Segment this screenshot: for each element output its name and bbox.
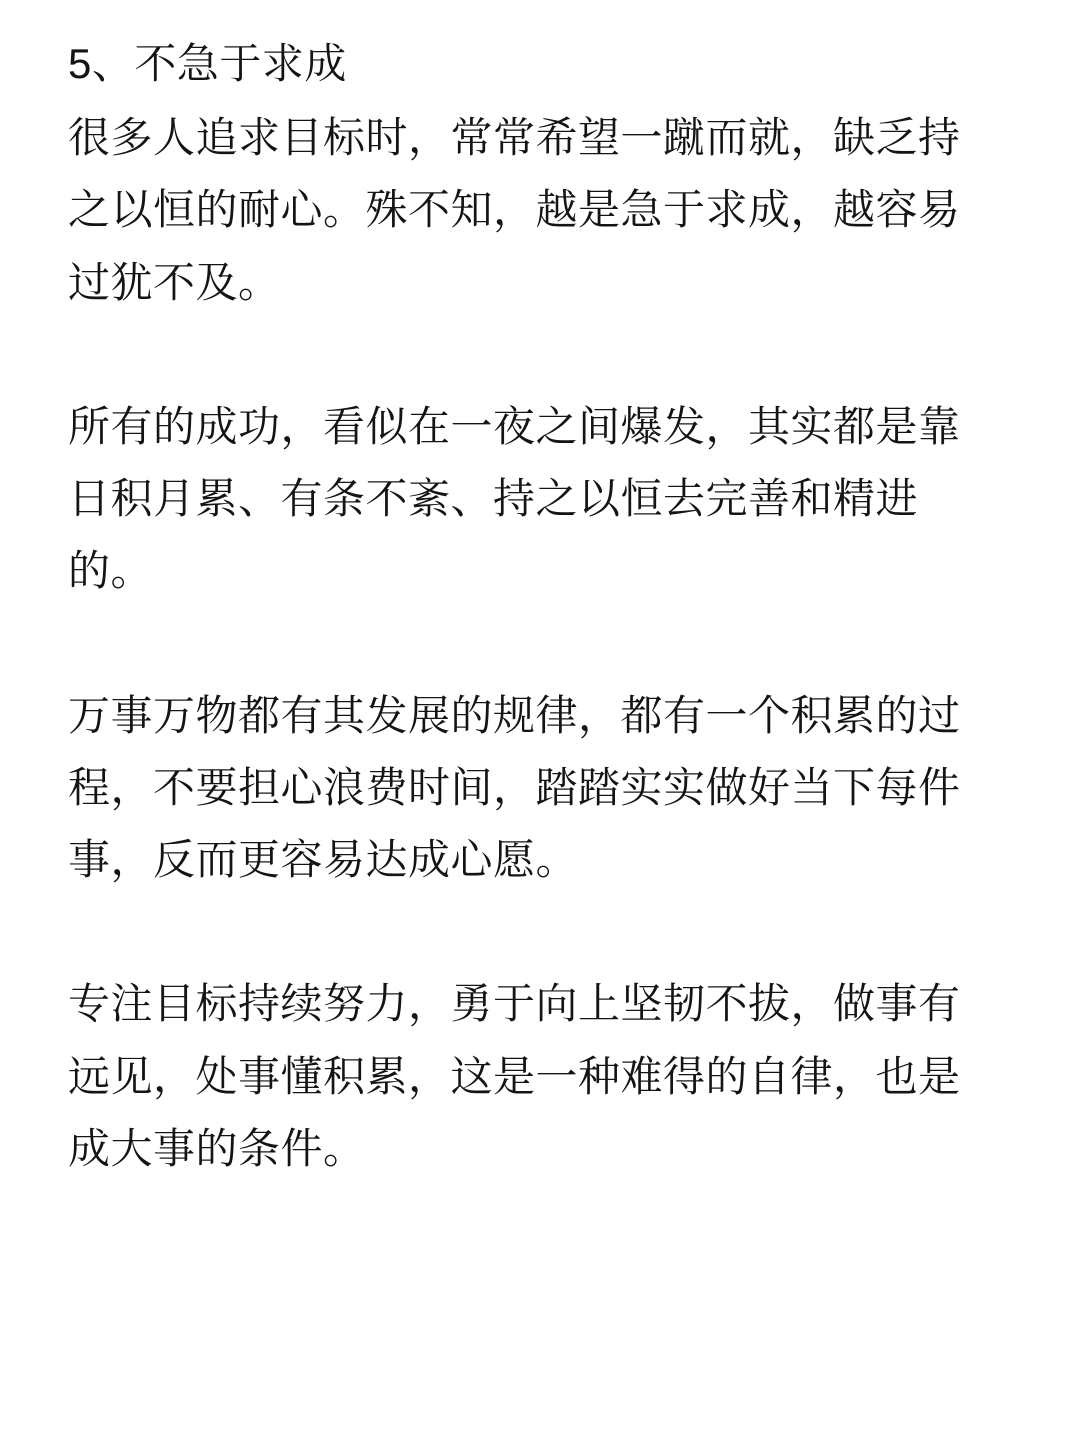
document-body — [68, 28, 992, 1185]
paragraph-3: 万事万物都有其发展的规律，都有一个积累的过程，不要担心浪费时间，踏踏实实做好当下每件事，反而更容易达成心愿。 — [68, 691, 961, 884]
paragraph-1: 很多人追求目标时，常常希望一蹴而就，缺乏持之以恒的耐心。殊不知，越是急于求成，越容易过犹不及。 — [68, 114, 961, 306]
paragraph-spacer — [68, 896, 992, 968]
page-title: 5、不急于求成 — [68, 40, 347, 87]
paragraph-spacer — [68, 319, 992, 391]
paragraph-4: 专注目标持续努力，勇于向上坚韧不拔，做事有远见，处事懂积累，这是一种难得的自律，也是成大事的条件。 — [68, 980, 961, 1172]
paragraph-2: 所有的成功，看似在一夜之间爆发，其实都是靠日积月累、有条不紊、持之以恒去完善和精进的。 — [68, 402, 961, 595]
paragraph-spacer — [68, 608, 992, 680]
